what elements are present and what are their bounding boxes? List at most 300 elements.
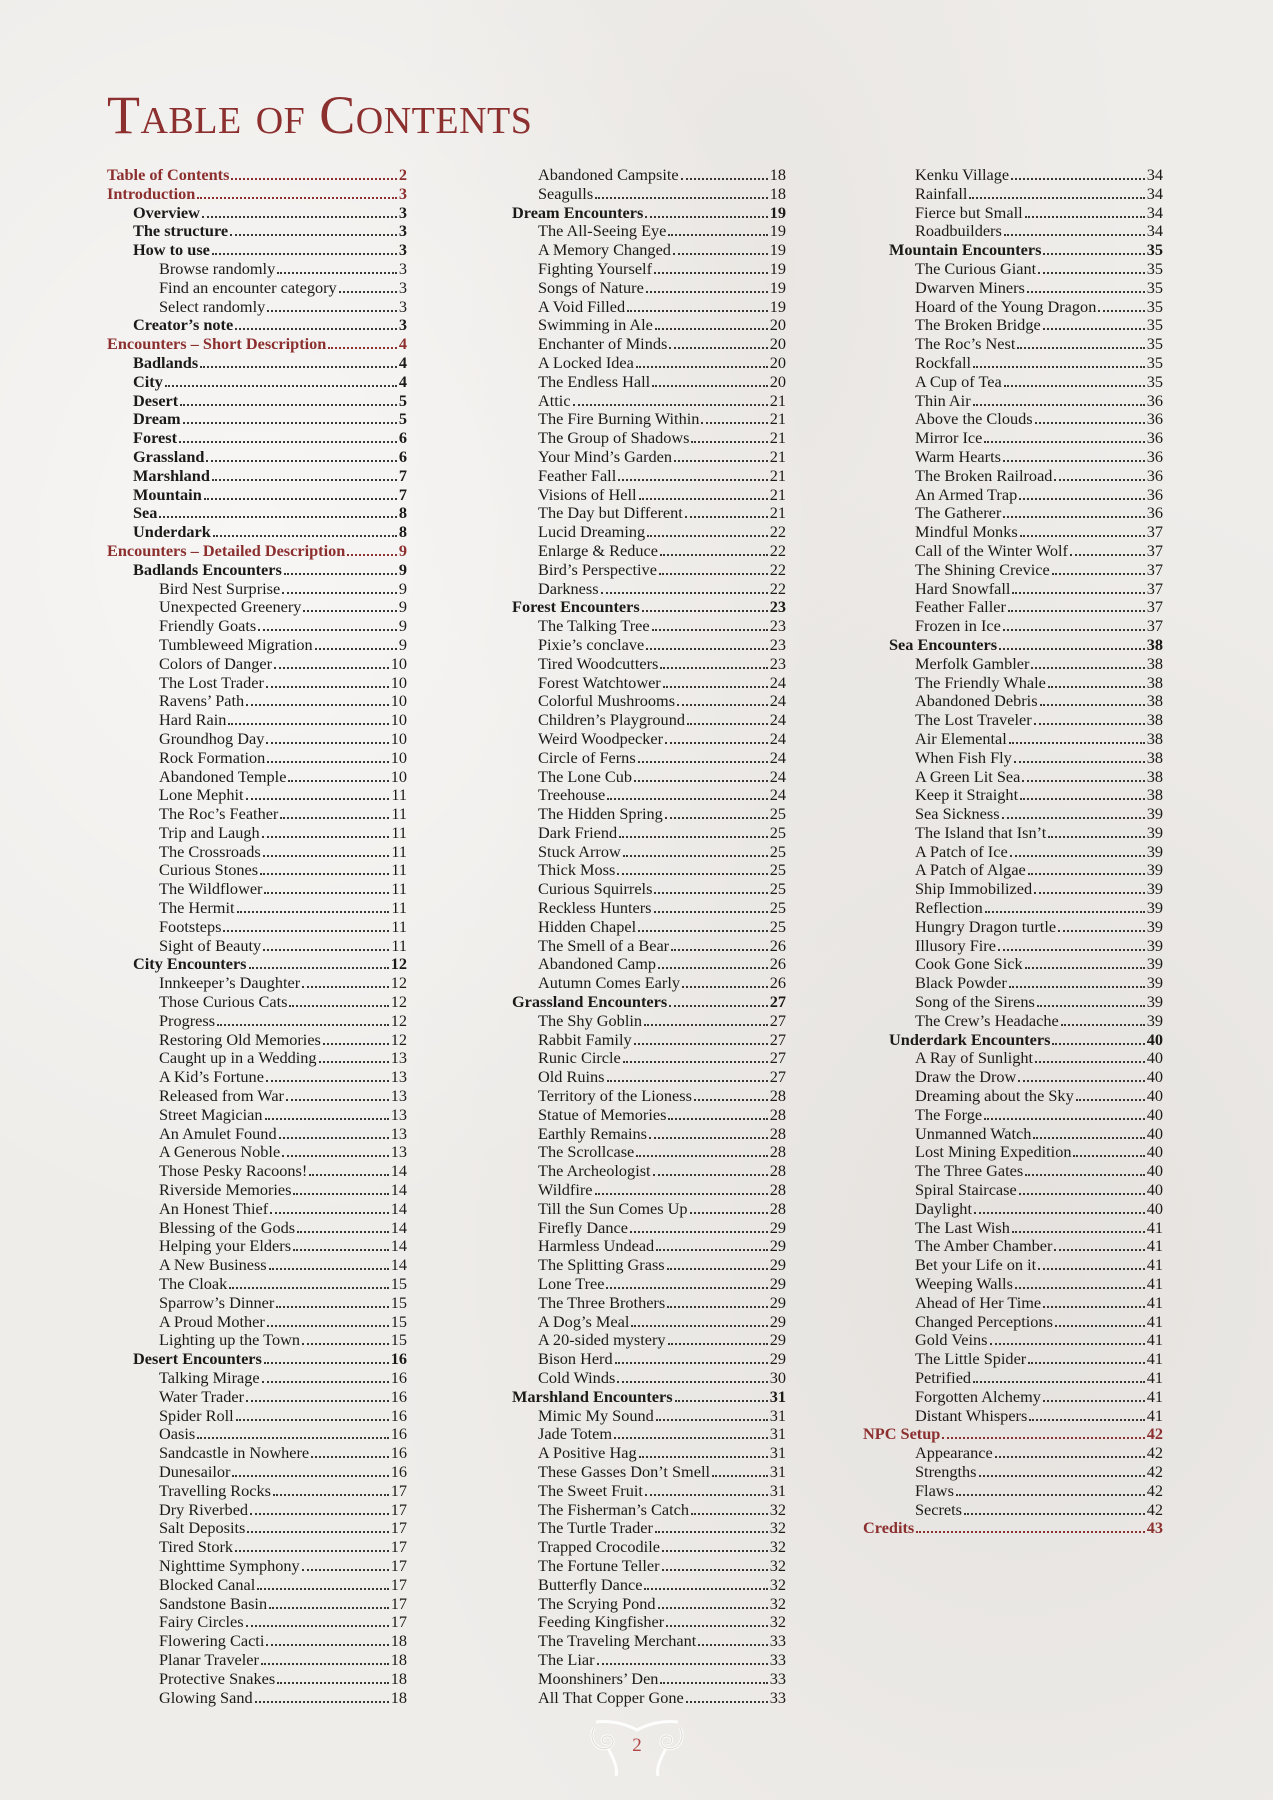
dot-leader	[319, 1061, 389, 1063]
toc-entry[interactable]	[107, 1519, 407, 1538]
toc-entry[interactable]	[863, 523, 1163, 542]
toc-entry[interactable]	[486, 955, 786, 974]
toc-entry[interactable]	[486, 1519, 786, 1538]
toc-subsection-entry[interactable]	[107, 448, 407, 467]
toc-entry[interactable]	[863, 692, 1163, 711]
toc-entry[interactable]	[107, 730, 407, 749]
toc-entry[interactable]	[863, 1313, 1163, 1332]
toc-entry[interactable]	[863, 561, 1163, 580]
dot-leader	[1028, 1362, 1144, 1364]
toc-entry[interactable]	[107, 861, 407, 880]
entry-title: Flaws	[915, 1480, 954, 1500]
toc-entry[interactable]	[107, 655, 407, 674]
toc-entry[interactable]	[486, 1219, 786, 1238]
toc-subsection-entry[interactable]	[107, 486, 407, 505]
entry-page-number: 23	[769, 634, 786, 654]
toc-entry[interactable]	[107, 692, 407, 711]
dot-leader	[630, 1231, 768, 1233]
toc-entry[interactable]	[486, 1595, 786, 1614]
toc-entry[interactable]	[107, 1049, 407, 1068]
toc-entry[interactable]	[107, 1237, 407, 1256]
toc-entry[interactable]	[486, 542, 786, 561]
toc-entry[interactable]	[486, 1482, 786, 1501]
toc-entry[interactable]	[107, 1106, 407, 1125]
toc-entry[interactable]	[486, 1613, 786, 1632]
toc-entry[interactable]	[486, 429, 786, 448]
toc-entry[interactable]	[107, 1143, 407, 1162]
toc-entry[interactable]	[863, 1012, 1163, 1031]
toc-entry[interactable]	[863, 260, 1163, 279]
toc-entry[interactable]	[486, 354, 786, 373]
toc-entry[interactable]	[486, 674, 786, 693]
toc-entry[interactable]	[863, 1087, 1163, 1106]
entry-title: Ravens’ Path	[159, 691, 245, 711]
toc-entry[interactable]	[863, 1294, 1163, 1313]
toc-entry[interactable]	[486, 861, 786, 880]
toc-entry[interactable]	[486, 1425, 786, 1444]
toc-entry[interactable]	[486, 222, 786, 241]
dot-leader	[1020, 535, 1145, 537]
toc-entry[interactable]	[486, 410, 786, 429]
toc-entry[interactable]	[486, 316, 786, 335]
toc-entry[interactable]	[863, 166, 1163, 185]
toc-entry[interactable]	[486, 1275, 786, 1294]
toc-entry[interactable]	[107, 711, 407, 730]
toc-entry[interactable]	[107, 918, 407, 937]
toc-entry[interactable]	[486, 1012, 786, 1031]
toc-entry[interactable]	[486, 655, 786, 674]
toc-entry[interactable]	[863, 542, 1163, 561]
toc-entry[interactable]	[486, 1407, 786, 1426]
entry-title: Encounters – Short Description	[107, 334, 327, 354]
entry-page-number: 25	[769, 804, 786, 824]
toc-entry[interactable]	[107, 899, 407, 918]
toc-subsection-entry[interactable]	[107, 222, 407, 241]
toc-entry[interactable]	[107, 993, 407, 1012]
entry-title: Tired Stork	[159, 1537, 234, 1557]
toc-entry[interactable]	[863, 1482, 1163, 1501]
toc-entry[interactable]	[486, 467, 786, 486]
toc-entry[interactable]	[486, 279, 786, 298]
toc-entry[interactable]	[863, 918, 1163, 937]
toc-entry[interactable]	[486, 580, 786, 599]
toc-entry[interactable]	[107, 1068, 407, 1087]
toc-entry[interactable]	[107, 1256, 407, 1275]
toc-entry[interactable]	[486, 1557, 786, 1576]
toc-entry[interactable]	[486, 1087, 786, 1106]
toc-entry[interactable]	[486, 1125, 786, 1144]
toc-entry[interactable]	[486, 1256, 786, 1275]
entry-title: Abandoned Temple	[159, 766, 287, 786]
dot-leader	[237, 911, 390, 913]
toc-entry[interactable]	[863, 1463, 1163, 1482]
dot-leader	[302, 1569, 389, 1571]
toc-entry[interactable]	[107, 1463, 407, 1482]
toc-entry[interactable]	[486, 1670, 786, 1689]
toc-entry[interactable]	[486, 504, 786, 523]
dot-leader	[668, 1343, 768, 1345]
toc-section-entry[interactable]	[107, 185, 407, 204]
toc-entry[interactable]	[863, 185, 1163, 204]
toc-entry[interactable]	[107, 598, 407, 617]
toc-entry[interactable]	[486, 1444, 786, 1463]
toc-entry[interactable]	[863, 937, 1163, 956]
toc-entry[interactable]	[863, 1181, 1163, 1200]
toc-entry[interactable]	[107, 1632, 407, 1651]
toc-subsection-entry[interactable]	[863, 241, 1163, 260]
toc-entry[interactable]	[486, 692, 786, 711]
toc-entry[interactable]	[486, 786, 786, 805]
dot-leader	[288, 780, 388, 782]
toc-entry[interactable]	[107, 1444, 407, 1463]
toc-entry[interactable]	[863, 373, 1163, 392]
toc-entry[interactable]	[863, 316, 1163, 335]
toc-entry[interactable]	[863, 1388, 1163, 1407]
toc-entry[interactable]	[486, 1313, 786, 1332]
toc-entry[interactable]	[107, 1576, 407, 1595]
toc-entry[interactable]	[107, 1689, 407, 1708]
toc-entry[interactable]	[107, 1125, 407, 1144]
toc-entry[interactable]	[107, 1670, 407, 1689]
entry-title: The Splitting Grass	[538, 1255, 665, 1275]
toc-entry[interactable]	[486, 561, 786, 580]
toc-entry[interactable]	[486, 1350, 786, 1369]
toc-entry[interactable]	[863, 1369, 1163, 1388]
entry-title: Sandstone Basin	[159, 1593, 268, 1613]
toc-entry[interactable]	[107, 1651, 407, 1670]
dot-leader	[180, 404, 397, 406]
toc-subsection-entry[interactable]	[107, 429, 407, 448]
toc-entry[interactable]	[107, 298, 407, 317]
entry-title: Harmless Undead	[538, 1236, 655, 1256]
toc-entry[interactable]	[863, 786, 1163, 805]
toc-entry[interactable]	[107, 674, 407, 693]
toc-entry[interactable]	[863, 655, 1163, 674]
toc-entry[interactable]	[863, 448, 1163, 467]
toc-subsection-entry[interactable]	[107, 467, 407, 486]
entry-page-number: 14	[390, 1217, 407, 1237]
toc-entry[interactable]	[486, 1689, 786, 1708]
toc-entry[interactable]	[107, 279, 407, 298]
toc-entry[interactable]	[863, 617, 1163, 636]
toc-entry[interactable]	[486, 636, 786, 655]
entry-title: The Three Gates	[915, 1161, 1024, 1181]
entry-page-number: 39	[1146, 804, 1163, 824]
toc-entry[interactable]	[486, 1632, 786, 1651]
dot-leader	[916, 1531, 1144, 1533]
dot-leader	[1002, 817, 1145, 819]
entry-title: Autumn Comes Early	[538, 973, 680, 993]
toc-entry[interactable]	[486, 486, 786, 505]
dot-leader	[1015, 1287, 1145, 1289]
toc-subsection-entry[interactable]	[863, 1031, 1163, 1050]
entry-title: Keep it Straight	[915, 785, 1019, 805]
entry-title: Overview	[133, 202, 200, 222]
entry-title: The Little Spider	[915, 1349, 1027, 1369]
toc-entry[interactable]	[107, 1294, 407, 1313]
toc-subsection-entry[interactable]	[863, 636, 1163, 655]
toc-subsection-entry[interactable]	[486, 204, 786, 223]
entry-title: The Day but Different	[538, 503, 683, 523]
toc-entry[interactable]	[107, 1275, 407, 1294]
toc-entry[interactable]	[107, 1388, 407, 1407]
toc-entry[interactable]	[486, 1031, 786, 1050]
toc-entry[interactable]	[863, 1049, 1163, 1068]
dot-leader	[691, 1513, 768, 1515]
toc-entry[interactable]	[486, 937, 786, 956]
toc-entry[interactable]	[486, 1068, 786, 1087]
toc-entry[interactable]	[863, 298, 1163, 317]
toc-subsection-entry[interactable]	[107, 410, 407, 429]
toc-entry[interactable]	[863, 1331, 1163, 1350]
toc-entry[interactable]	[486, 1538, 786, 1557]
entry-page-number: 39	[1146, 954, 1163, 974]
toc-entry[interactable]	[486, 711, 786, 730]
toc-entry[interactable]	[863, 1219, 1163, 1238]
toc-entry[interactable]	[863, 410, 1163, 429]
toc-entry[interactable]	[863, 429, 1163, 448]
toc-entry[interactable]	[486, 241, 786, 260]
dot-leader	[1012, 592, 1144, 594]
toc-entry[interactable]	[486, 749, 786, 768]
toc-subsection-entry[interactable]	[107, 316, 407, 335]
entry-page-number: 41	[1146, 1330, 1163, 1350]
toc-entry[interactable]	[486, 768, 786, 787]
toc-entry[interactable]	[863, 880, 1163, 899]
toc-entry[interactable]	[486, 1294, 786, 1313]
entry-page-number: 38	[1146, 653, 1163, 673]
toc-entry[interactable]	[863, 222, 1163, 241]
toc-entry[interactable]	[863, 335, 1163, 354]
toc-subsection-entry[interactable]	[486, 598, 786, 617]
toc-entry[interactable]	[863, 1162, 1163, 1181]
toc-entry[interactable]	[107, 1613, 407, 1632]
entry-title: The Friendly Whale	[915, 672, 1046, 692]
toc-entry[interactable]	[107, 1162, 407, 1181]
toc-section-entry[interactable]	[863, 1425, 1163, 1444]
toc-entry[interactable]	[486, 1106, 786, 1125]
toc-subsection-entry[interactable]	[107, 392, 407, 411]
toc-subsection-entry[interactable]	[107, 955, 407, 974]
entry-page-number: 23	[769, 597, 786, 617]
toc-entry[interactable]	[107, 1538, 407, 1557]
toc-entry[interactable]	[107, 1313, 407, 1332]
toc-entry[interactable]	[486, 1162, 786, 1181]
toc-entry[interactable]	[107, 768, 407, 787]
toc-entry[interactable]	[863, 768, 1163, 787]
entry-title: Rabbit Family	[538, 1029, 632, 1049]
toc-entry[interactable]	[863, 711, 1163, 730]
toc-entry[interactable]	[863, 598, 1163, 617]
toc-entry[interactable]	[107, 749, 407, 768]
toc-entry[interactable]	[486, 1501, 786, 1520]
toc-entry[interactable]	[863, 1068, 1163, 1087]
toc-entry[interactable]	[486, 1463, 786, 1482]
toc-entry[interactable]	[486, 1369, 786, 1388]
toc-entry[interactable]	[863, 1407, 1163, 1426]
toc-entry[interactable]	[863, 279, 1163, 298]
toc-entry[interactable]	[107, 824, 407, 843]
toc-entry[interactable]	[863, 1444, 1163, 1463]
toc-entry[interactable]	[107, 260, 407, 279]
dot-leader	[1033, 1137, 1144, 1139]
toc-entry[interactable]	[863, 1125, 1163, 1144]
entry-title: Mindful Monks	[915, 522, 1018, 542]
entry-title: Find an encounter category	[159, 277, 337, 297]
toc-entry[interactable]	[107, 937, 407, 956]
toc-entry[interactable]	[486, 974, 786, 993]
toc-entry[interactable]	[863, 486, 1163, 505]
toc-subsection-entry[interactable]	[107, 373, 407, 392]
entry-title: All That Copper Gone	[538, 1687, 684, 1707]
toc-entry[interactable]	[486, 843, 786, 862]
toc-entry[interactable]	[486, 373, 786, 392]
toc-entry[interactable]	[863, 1350, 1163, 1369]
toc-entry[interactable]	[863, 955, 1163, 974]
toc-entry[interactable]	[863, 467, 1163, 486]
entry-page-number: 41	[1146, 1236, 1163, 1256]
toc-entry[interactable]	[863, 1275, 1163, 1294]
entry-title: Abandoned Camp	[538, 954, 657, 974]
toc-entry[interactable]	[863, 1200, 1163, 1219]
toc-entry[interactable]	[107, 1482, 407, 1501]
toc-subsection-entry[interactable]	[107, 561, 407, 580]
toc-entry[interactable]	[486, 260, 786, 279]
toc-entry[interactable]	[107, 805, 407, 824]
dot-leader	[267, 1325, 389, 1327]
toc-entry[interactable]	[107, 1031, 407, 1050]
entry-title: Your Mind’s Garden	[538, 446, 673, 466]
toc-entry[interactable]	[107, 1407, 407, 1426]
toc-entry[interactable]	[486, 166, 786, 185]
entry-page-number: 10	[390, 691, 407, 711]
toc-entry[interactable]	[107, 786, 407, 805]
toc-entry[interactable]	[486, 1331, 786, 1350]
toc-entry[interactable]	[107, 1557, 407, 1576]
toc-entry[interactable]	[863, 749, 1163, 768]
dot-leader	[617, 1381, 767, 1383]
toc-entry[interactable]	[863, 504, 1163, 523]
toc-entry[interactable]	[863, 392, 1163, 411]
entry-title: Dwarven Miners	[915, 277, 1025, 297]
toc-entry[interactable]	[107, 1087, 407, 1106]
entry-page-number: 16	[390, 1461, 407, 1481]
toc-entry[interactable]	[863, 861, 1163, 880]
toc-entry[interactable]	[107, 1200, 407, 1219]
toc-entry[interactable]	[486, 298, 786, 317]
toc-subsection-entry[interactable]	[107, 504, 407, 523]
entry-title: Runic Circle	[538, 1048, 621, 1068]
toc-entry[interactable]	[486, 335, 786, 354]
toc-entry[interactable]	[107, 843, 407, 862]
toc-subsection-entry[interactable]	[107, 204, 407, 223]
toc-entry[interactable]	[863, 354, 1163, 373]
toc-entry[interactable]	[107, 1331, 407, 1350]
entry-title: The Turtle Trader	[538, 1518, 653, 1538]
toc-entry[interactable]	[863, 1106, 1163, 1125]
toc-entry[interactable]	[107, 1369, 407, 1388]
toc-entry[interactable]	[863, 674, 1163, 693]
toc-entry[interactable]	[486, 1181, 786, 1200]
toc-section-entry[interactable]	[107, 335, 407, 354]
dot-leader	[639, 498, 768, 500]
toc-entry[interactable]	[863, 843, 1163, 862]
entry-title: The Crossroads	[159, 841, 261, 861]
toc-entry[interactable]	[486, 392, 786, 411]
toc-entry[interactable]	[863, 1237, 1163, 1256]
toc-entry[interactable]	[486, 824, 786, 843]
toc-entry[interactable]	[107, 1219, 407, 1238]
toc-entry[interactable]	[486, 617, 786, 636]
entry-page-number: 19	[769, 277, 786, 297]
toc-entry[interactable]	[107, 1425, 407, 1444]
toc-entry[interactable]	[486, 1576, 786, 1595]
toc-subsection-entry[interactable]	[107, 354, 407, 373]
toc-entry[interactable]	[863, 580, 1163, 599]
toc-subsection-entry[interactable]	[107, 241, 407, 260]
toc-entry[interactable]	[863, 993, 1163, 1012]
toc-entry[interactable]	[486, 805, 786, 824]
toc-entry[interactable]	[107, 1181, 407, 1200]
toc-entry[interactable]	[486, 918, 786, 937]
toc-entry[interactable]	[107, 1501, 407, 1520]
toc-entry[interactable]	[107, 617, 407, 636]
toc-entry[interactable]	[863, 824, 1163, 843]
toc-entry[interactable]	[486, 185, 786, 204]
dot-leader	[1076, 1099, 1145, 1101]
toc-entry[interactable]	[107, 880, 407, 899]
toc-entry[interactable]	[863, 1143, 1163, 1162]
toc-entry[interactable]	[486, 1200, 786, 1219]
entry-page-number: 25	[769, 916, 786, 936]
entry-page-number: 17	[390, 1518, 407, 1538]
toc-entry[interactable]	[107, 974, 407, 993]
toc-entry[interactable]	[107, 1012, 407, 1031]
toc-entry[interactable]	[863, 730, 1163, 749]
toc-entry[interactable]	[863, 1256, 1163, 1275]
entry-title: Glowing Sand	[159, 1687, 253, 1707]
entry-title: Mimic My Sound	[538, 1405, 654, 1425]
toc-entry[interactable]	[486, 880, 786, 899]
toc-section-entry[interactable]	[863, 1519, 1163, 1538]
toc-entry[interactable]	[486, 448, 786, 467]
toc-entry[interactable]	[486, 1143, 786, 1162]
toc-entry[interactable]	[486, 730, 786, 749]
toc-entry[interactable]	[863, 1501, 1163, 1520]
toc-entry[interactable]	[863, 805, 1163, 824]
toc-entry[interactable]	[107, 1595, 407, 1614]
toc-entry[interactable]	[863, 974, 1163, 993]
toc-entry[interactable]	[486, 1237, 786, 1256]
toc-section-entry[interactable]	[107, 542, 407, 561]
toc-entry[interactable]	[486, 1049, 786, 1068]
entry-page-number: 34	[1146, 221, 1163, 241]
toc-entry[interactable]	[863, 899, 1163, 918]
toc-subsection-entry[interactable]	[107, 523, 407, 542]
entry-page-number: 20	[769, 371, 786, 391]
toc-section-entry[interactable]	[107, 166, 407, 185]
toc-entry[interactable]	[486, 1651, 786, 1670]
toc-entry[interactable]	[486, 899, 786, 918]
toc-entry[interactable]	[107, 580, 407, 599]
toc-subsection-entry[interactable]	[107, 1350, 407, 1369]
toc-entry[interactable]	[863, 204, 1163, 223]
toc-subsection-entry[interactable]	[486, 993, 786, 1012]
toc-subsection-entry[interactable]	[486, 1388, 786, 1407]
toc-entry[interactable]	[107, 636, 407, 655]
toc-entry[interactable]	[486, 523, 786, 542]
dot-leader	[665, 742, 768, 744]
